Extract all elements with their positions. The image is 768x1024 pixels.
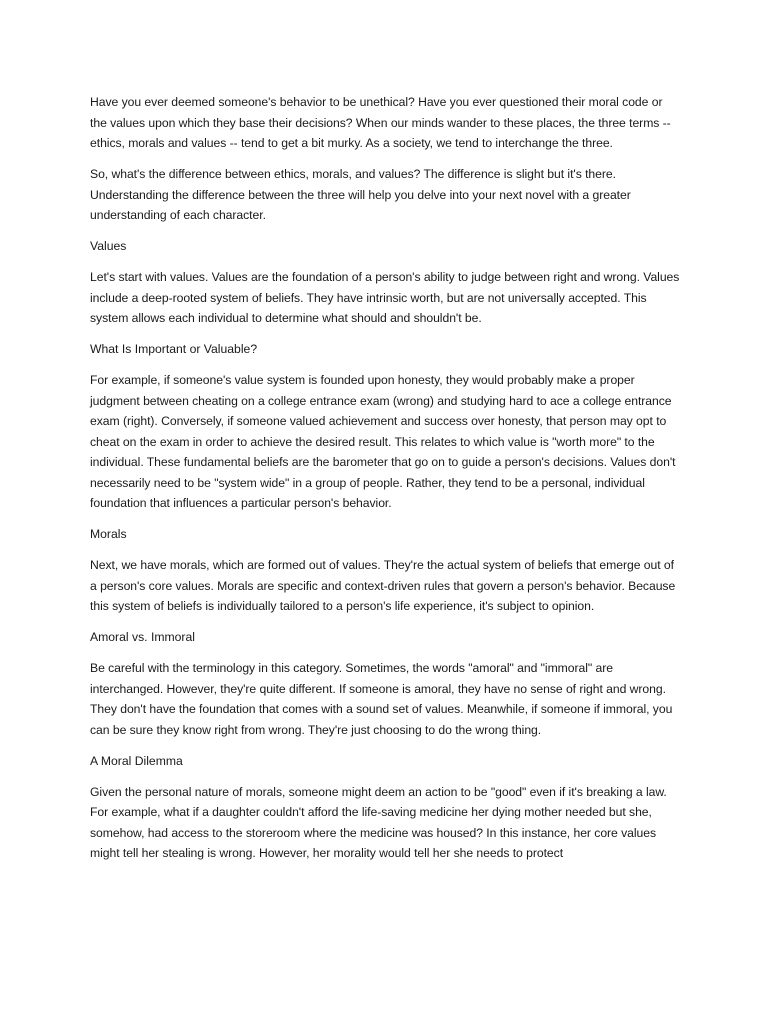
moral-dilemma-heading: A Moral Dilemma <box>90 753 183 768</box>
difference-paragraph: So, what's the difference between ethics, morals, and values? The difference is slight but it's there. Understanding the difference between the three will help you delve into your next novel with a greater understanding of each character. <box>90 167 631 222</box>
morals-heading: Morals <box>90 527 127 541</box>
important-valuable-heading: What Is Important or Valuable? <box>90 342 258 356</box>
values-paragraph: Let's start with values. Values are the foundation of a person's ability to judge between right and wrong. Values include a deep-rooted system of beliefs. They have intrinsic worth, but are not universally accepted. This system allows each individual to determine what should and shouldn't be. <box>90 270 680 325</box>
example-paragraph: For example, if someone's value system is founded upon honesty, they would probably make a proper judgment between cheating on a college entrance exam (wrong) and studying hard to ace a college entrance exam (right). Conversely, if someone valued achievement and success over honesty, that person may opt to cheat on the exam in order to achieve the desired result. This relates to which value is "worth more" to the individual. These fundamental beliefs are the barometer that go on to guide a person's decisions. Values don't necessarily need to be "system wide" in a group of people. Rather, they tend to be a personal, individual foundation that influences a particular person's behavior. <box>90 373 676 510</box>
morals-paragraph: Next, we have morals, which are formed out of values. They're the actual system of beliefs that emerge out of a person's core values. Morals are specific and context-driven rules that govern a person's behavior. Because this system of beliefs is individually tailored to a person's life experience, it's subject to opinion. <box>90 558 676 613</box>
dilemma-paragraph: Given the personal nature of morals, someone might deem an action to be "good" even if it's breaking a law. For example, what if a daughter couldn't afford the life-saving medicine her dying mother needed but she, somehow, had access to the storeroom where the medicine was housed? In this instance, her core values might tell her stealing is wrong. However, her morality would tell her she needs to protect <box>90 784 667 860</box>
document-page <box>90 92 682 874</box>
intro-paragraph: Have you ever deemed someone's behavior to be unethical? Have you ever questioned their moral code or the values upon which they base their decisions? When our minds wander to these places, the three terms -- ethics, morals and values -- tend to get a bit murky. As a society, we tend to interchange the three. <box>90 95 671 150</box>
amoral-paragraph: Be careful with the terminology in this category. Sometimes, the words "amoral" and "immoral" are interchanged. However, they're quite different. If someone is amoral, they have no sense of right and wrong. They don't have the foundation that comes with a sound set of values. Meanwhile, if someone if immoral, you can be sure they know right from wrong. They're just choosing to do the wrong thing. <box>90 661 673 737</box>
values-heading: Values <box>90 239 127 253</box>
amoral-immoral-heading: Amoral vs. Immoral <box>90 630 195 644</box>
